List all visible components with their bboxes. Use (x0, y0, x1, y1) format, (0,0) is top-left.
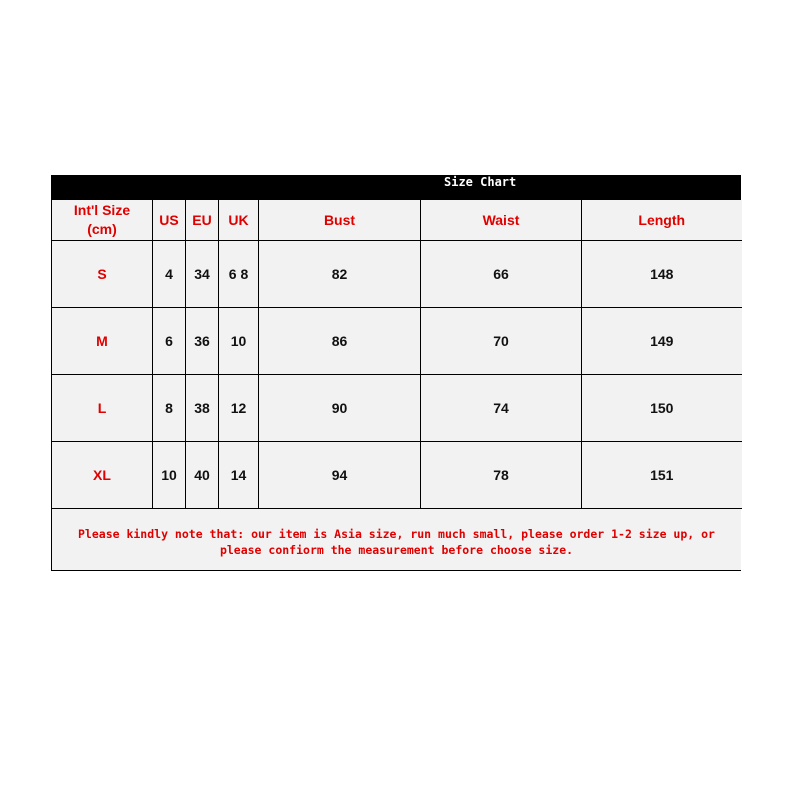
header-intl-size-unit: (cm) (87, 221, 117, 237)
us-cell: 8 (153, 375, 186, 442)
waist-cell: 66 (421, 241, 582, 308)
us-cell: 4 (153, 241, 186, 308)
header-bust: Bust (259, 200, 421, 241)
length-cell: 150 (582, 375, 742, 442)
table-row (52, 375, 742, 442)
eu-cell: 38 (186, 375, 219, 442)
size-table (51, 200, 742, 509)
header-us: US (153, 200, 186, 241)
length-cell: 151 (582, 442, 742, 509)
size-note: Please kindly note that: our item is Asia size, run much small, please order 1-2 size up, or please confiorm the measurement before choose size. (51, 509, 741, 571)
size-cell: XL (52, 442, 153, 509)
us-cell: 10 (153, 442, 186, 509)
bust-cell: 90 (259, 375, 421, 442)
waist-cell: 74 (421, 375, 582, 442)
uk-cell: 12 (219, 375, 259, 442)
table-row (52, 241, 742, 308)
table-row (52, 308, 742, 375)
size-chart (51, 175, 741, 571)
eu-cell: 34 (186, 241, 219, 308)
header-intl-size (52, 200, 153, 241)
length-cell: 148 (582, 241, 742, 308)
uk-cell: 14 (219, 442, 259, 509)
header-intl-size-label: Int'l Size (73, 202, 131, 218)
header-length: Length (582, 200, 742, 241)
bust-cell: 86 (259, 308, 421, 375)
header-eu: EU (186, 200, 219, 241)
header-uk: UK (219, 200, 259, 241)
bust-cell: 94 (259, 442, 421, 509)
eu-cell: 40 (186, 442, 219, 509)
uk-cell: 10 (219, 308, 259, 375)
waist-cell: 70 (421, 308, 582, 375)
uk-cell: 6 8 (219, 241, 259, 308)
bust-cell: 82 (259, 241, 421, 308)
header-waist: Waist (421, 200, 582, 241)
size-chart-title: Size Chart (51, 175, 741, 200)
table-header-row (52, 200, 742, 241)
eu-cell: 36 (186, 308, 219, 375)
size-cell: L (52, 375, 153, 442)
waist-cell: 78 (421, 442, 582, 509)
size-cell: S (52, 241, 153, 308)
us-cell: 6 (153, 308, 186, 375)
table-row (52, 442, 742, 509)
size-cell: M (52, 308, 153, 375)
length-cell: 149 (582, 308, 742, 375)
